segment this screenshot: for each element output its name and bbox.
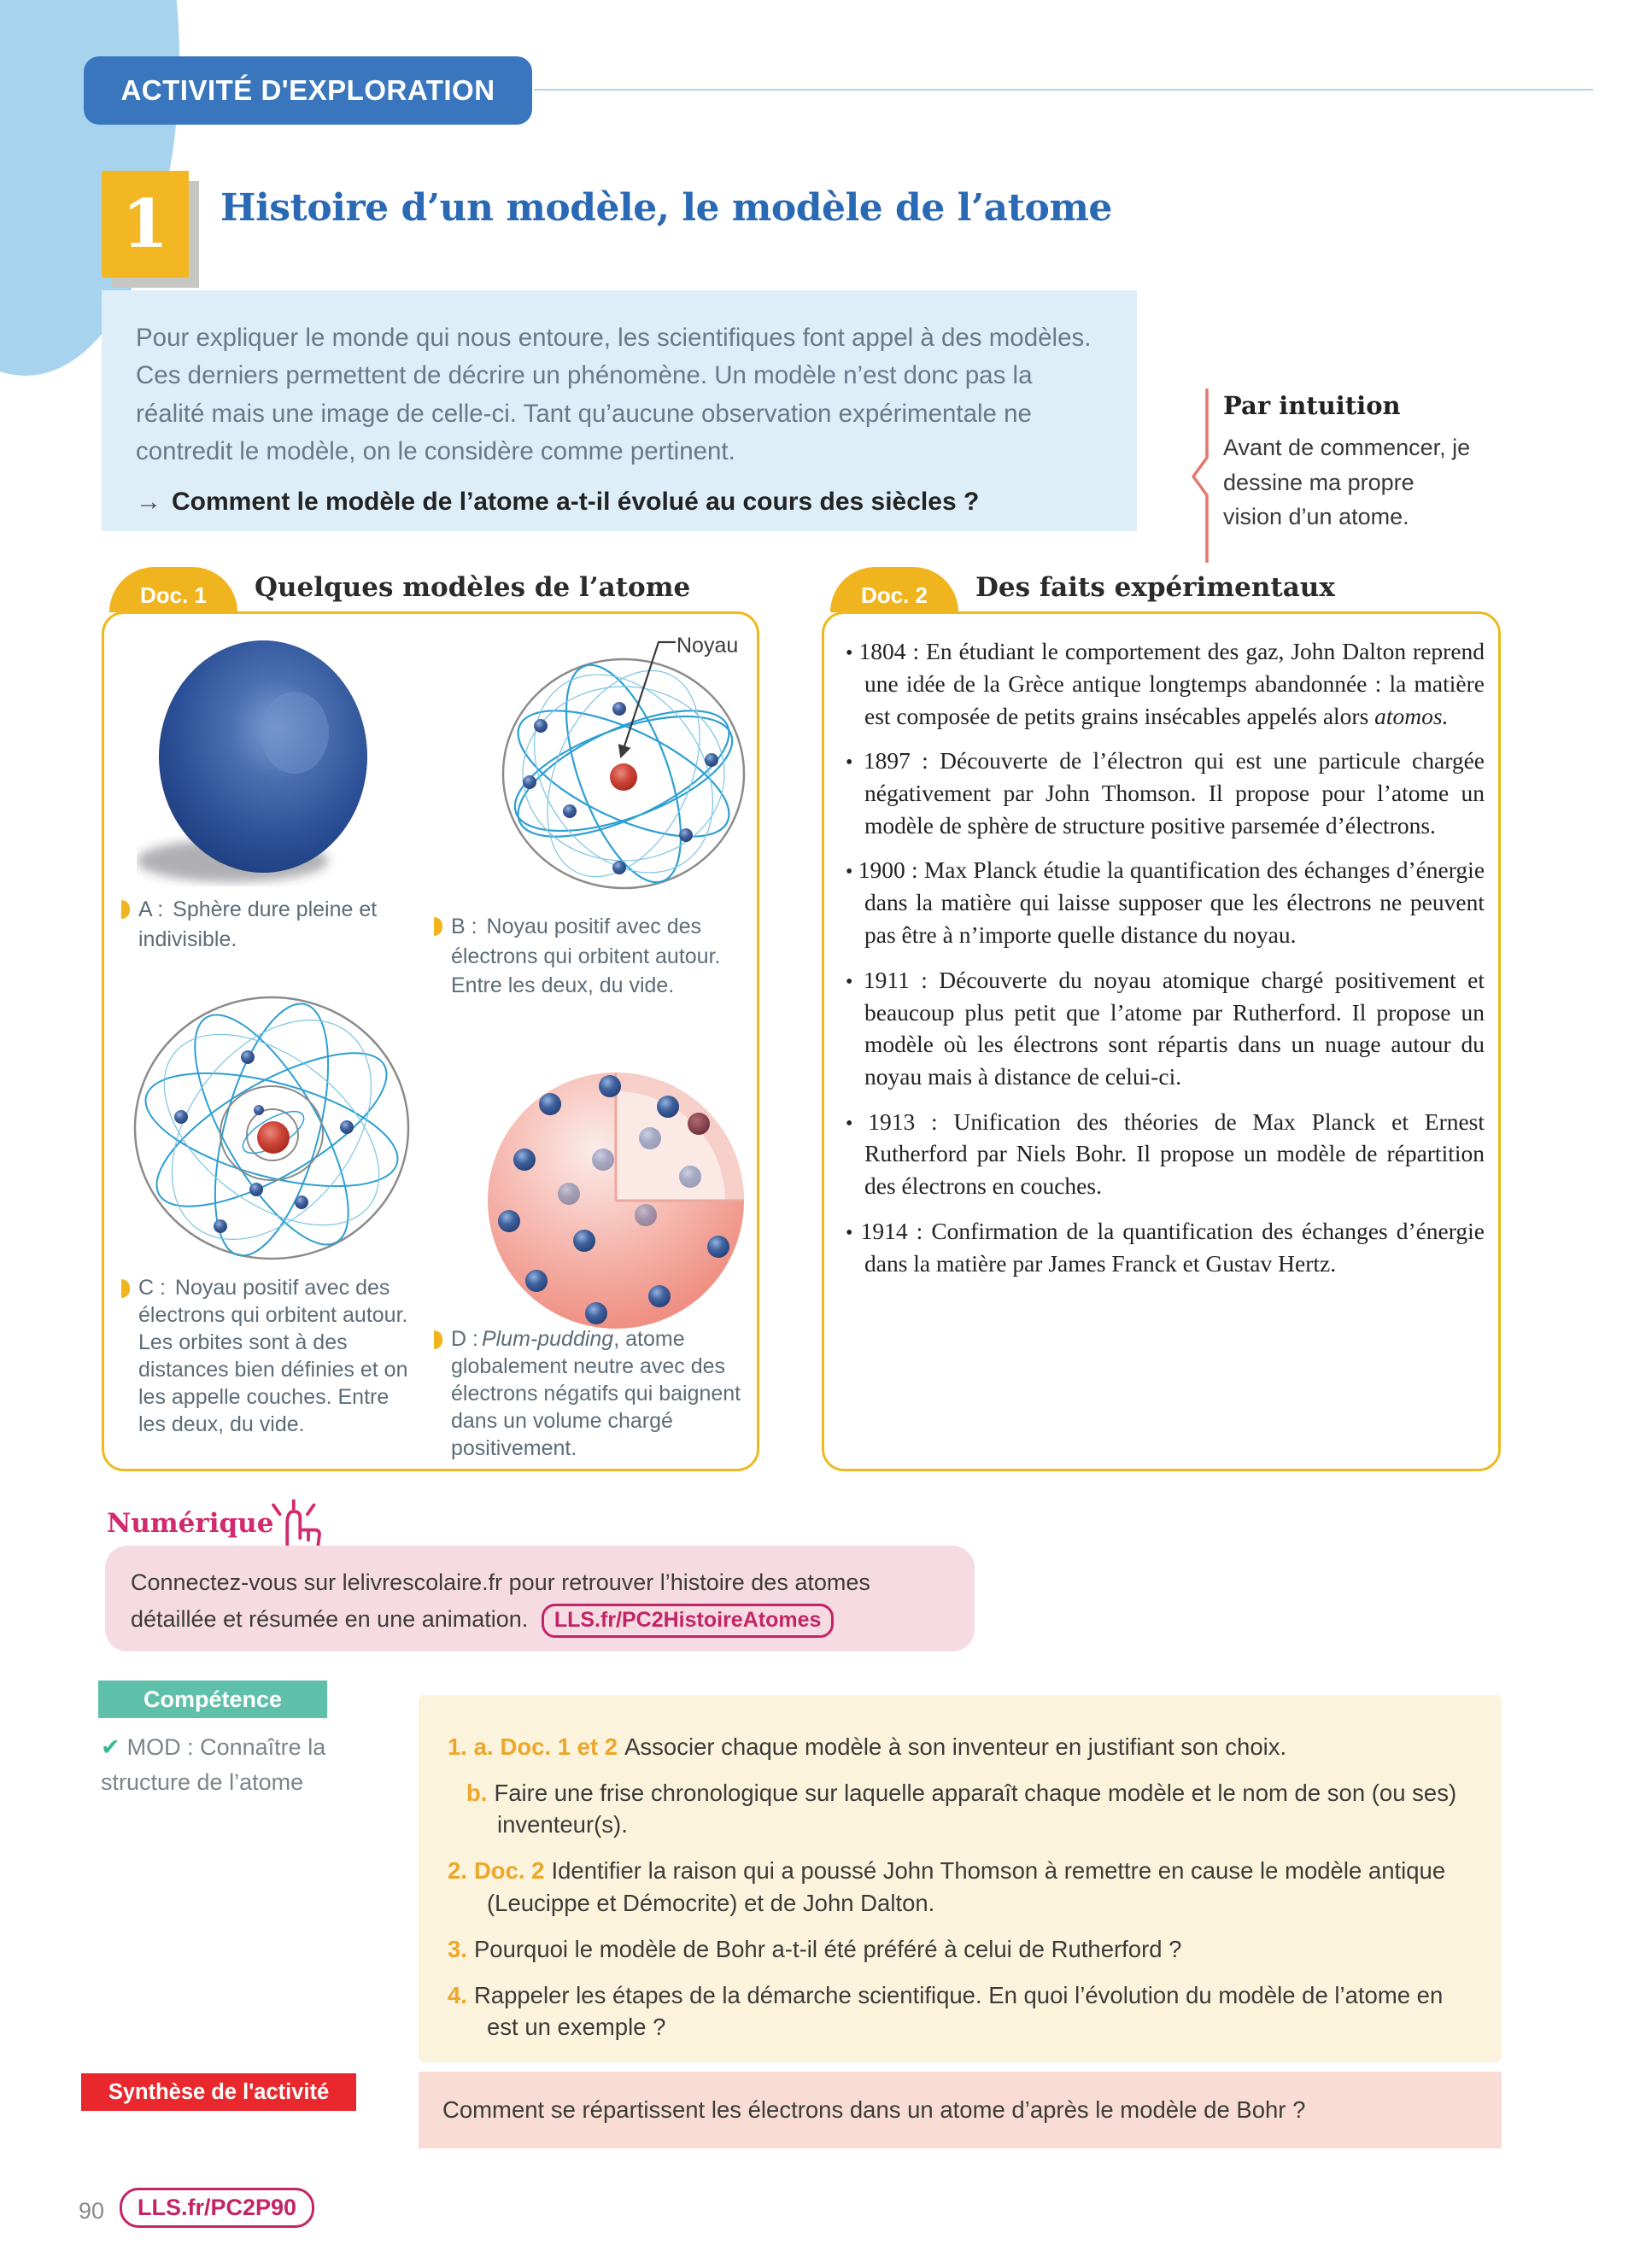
questions-box [419, 1695, 1502, 2062]
arrow-icon: → [136, 488, 161, 516]
timeline-event-1911: • 1911 : Découverte du noyau atomique chargé positivement et beaucoup plus petit que l’atome par Rutherford. Il propose un modèle où les électrons sont répartis dans un nuage autour du noyau mais à distance de celui-ci. [846, 964, 1485, 1093]
model-d-plum-pudding-image [475, 1057, 757, 1339]
banner-rule [534, 89, 1593, 91]
numerique-box [105, 1546, 975, 1651]
check-icon: ✔ [101, 1734, 120, 1760]
caption-a: A : Sphère dure pleine et indivisible. [138, 895, 412, 954]
synthese-badge: Synthèse de l'activité [81, 2073, 356, 2111]
intro-box [102, 290, 1137, 531]
synthese-question: Comment se répartissent les électrons dans un atome d’après le modèle de Bohr ? [442, 2096, 1306, 2123]
question-4: 4. Rappeler les étapes de la démarche scientifique. En quoi l’évolution du modèle de l’atome en est un exemple ? [448, 1981, 1444, 2040]
model-a-sphere-image [137, 632, 384, 888]
intro-text: Pour expliquer le monde qui nous entoure, les scientifiques font appel à des modèles. Ces derniers permettent de décrire un phénomène. Un modèle n’est donc pas la réalité mais une image de celle-ci. Tant qu’aucune observation expérimentale ne contredit le modèle, on le considère comme pertinent. [136, 324, 1092, 465]
model-c-shells-image [126, 989, 417, 1271]
banner-activite [84, 56, 532, 125]
numerique-text: Connectez-vous sur lelivrescolaire.fr pour retrouver l’histoire des atomes détaillée et résumée en une animation. [131, 1569, 870, 1633]
intuition-text: Avant de commencer, je dessine ma propre vision d’un atome. [1223, 435, 1471, 529]
activity-number: 1 [121, 185, 169, 263]
timeline-event-1913: • 1913 : Unification des théories de Max Planck et Ernest Rutherford par Niels Bohr. Il propose un modèle de répartition des électrons en couches. [846, 1106, 1485, 1202]
model-b-orbits-image [491, 630, 756, 891]
question-1b: b. Faire une frise chronologique sur laquelle apparaît chaque modèle et le nom de son (ou ses) inventeur(s). [466, 1780, 1457, 1838]
caption-d: D : Plum-pudding, atome globalement neutre avec des électrons négatifs qui baignent dans un volume chargé positivement. [451, 1325, 752, 1462]
page-title: Histoire d’un modèle, le modèle de l’atome [220, 186, 1112, 230]
footer-link[interactable]: LLS.fr/PC2P90 [120, 2188, 314, 2228]
question-1a: 1. a. Doc. 1 et 2 Associer chaque modèle à son inventeur en justifiant son choix. [448, 1733, 1287, 1760]
page-number: 90 [79, 2198, 105, 2224]
noyau-label: Noyau [676, 634, 739, 658]
numerique-label: Numérique [107, 1508, 274, 1539]
doc2-timeline [846, 635, 1485, 1292]
doc2-tab: Doc. 2 [830, 567, 958, 612]
doc1-tab: Doc. 1 [109, 567, 237, 612]
timeline-event-1900: • 1900 : Max Planck étudie la quantification des échanges d’énergie dans la matière qui laisse supposer que les électrons ne peuvent pas être à n’importe quelle distance du noyau. [846, 854, 1485, 950]
question-3: 3. Pourquoi le modèle de Bohr a-t-il été préféré à celui de Rutherford ? [448, 1935, 1182, 1962]
timeline-event-1804: • 1804 : En étudiant le comportement des gaz, John Dalton reprend une idée de la Grèce antique longtemps abandonnée : la matière est composée de petits grains insécables appelés alors atomos. [846, 635, 1485, 732]
caption-b: B : Noyau positif avec des électrons qui orbitent autour. Entre les deux, du vide. [451, 912, 748, 1001]
problem-question: → Comment le modèle de l’atome a-t-il évolué au cours des siècles ? [136, 488, 980, 516]
banner-label: ACTIVITÉ D'EXPLORATION [120, 74, 495, 106]
competence-badge: Compétence [98, 1681, 327, 1718]
synthese-box [419, 2072, 1502, 2148]
timeline-event-1914: • 1914 : Confirmation de la quantification des échanges d’énergie dans la matière par James Franck et Gustav Hertz. [846, 1215, 1485, 1280]
timeline-event-1897: • 1897 : Découverte de l’électron qui est une particule chargée négativement par John Thomson. Il propose pour l’atome un modèle de sphère de structure positive parsemée d’électrons. [846, 745, 1485, 841]
intuition-brace-icon [1189, 386, 1213, 565]
activity-number-box [102, 171, 189, 278]
caption-c: C : Noyau positif avec des électrons qui orbitent autour. Les orbites sont à des distances bien définies et on les appelle couches. Entre les deux, du vide. [138, 1274, 420, 1438]
question-2: 2. Doc. 2 Identifier la raison qui a poussé John Thomson à remettre en cause le modèle antique (Leucippe et Démocrite) et de John Dalton. [448, 1857, 1446, 1916]
competence-text: ✔ MOD : Connaître la structure de l’atome [101, 1734, 326, 1795]
doc1-title: Quelques modèles de l’atome [255, 572, 691, 603]
numerique-link[interactable]: LLS.fr/PC2HistoireAtomes [542, 1604, 835, 1638]
doc2-title: Des faits expérimentaux [975, 572, 1335, 603]
intuition-title: Par intuition [1223, 391, 1401, 420]
